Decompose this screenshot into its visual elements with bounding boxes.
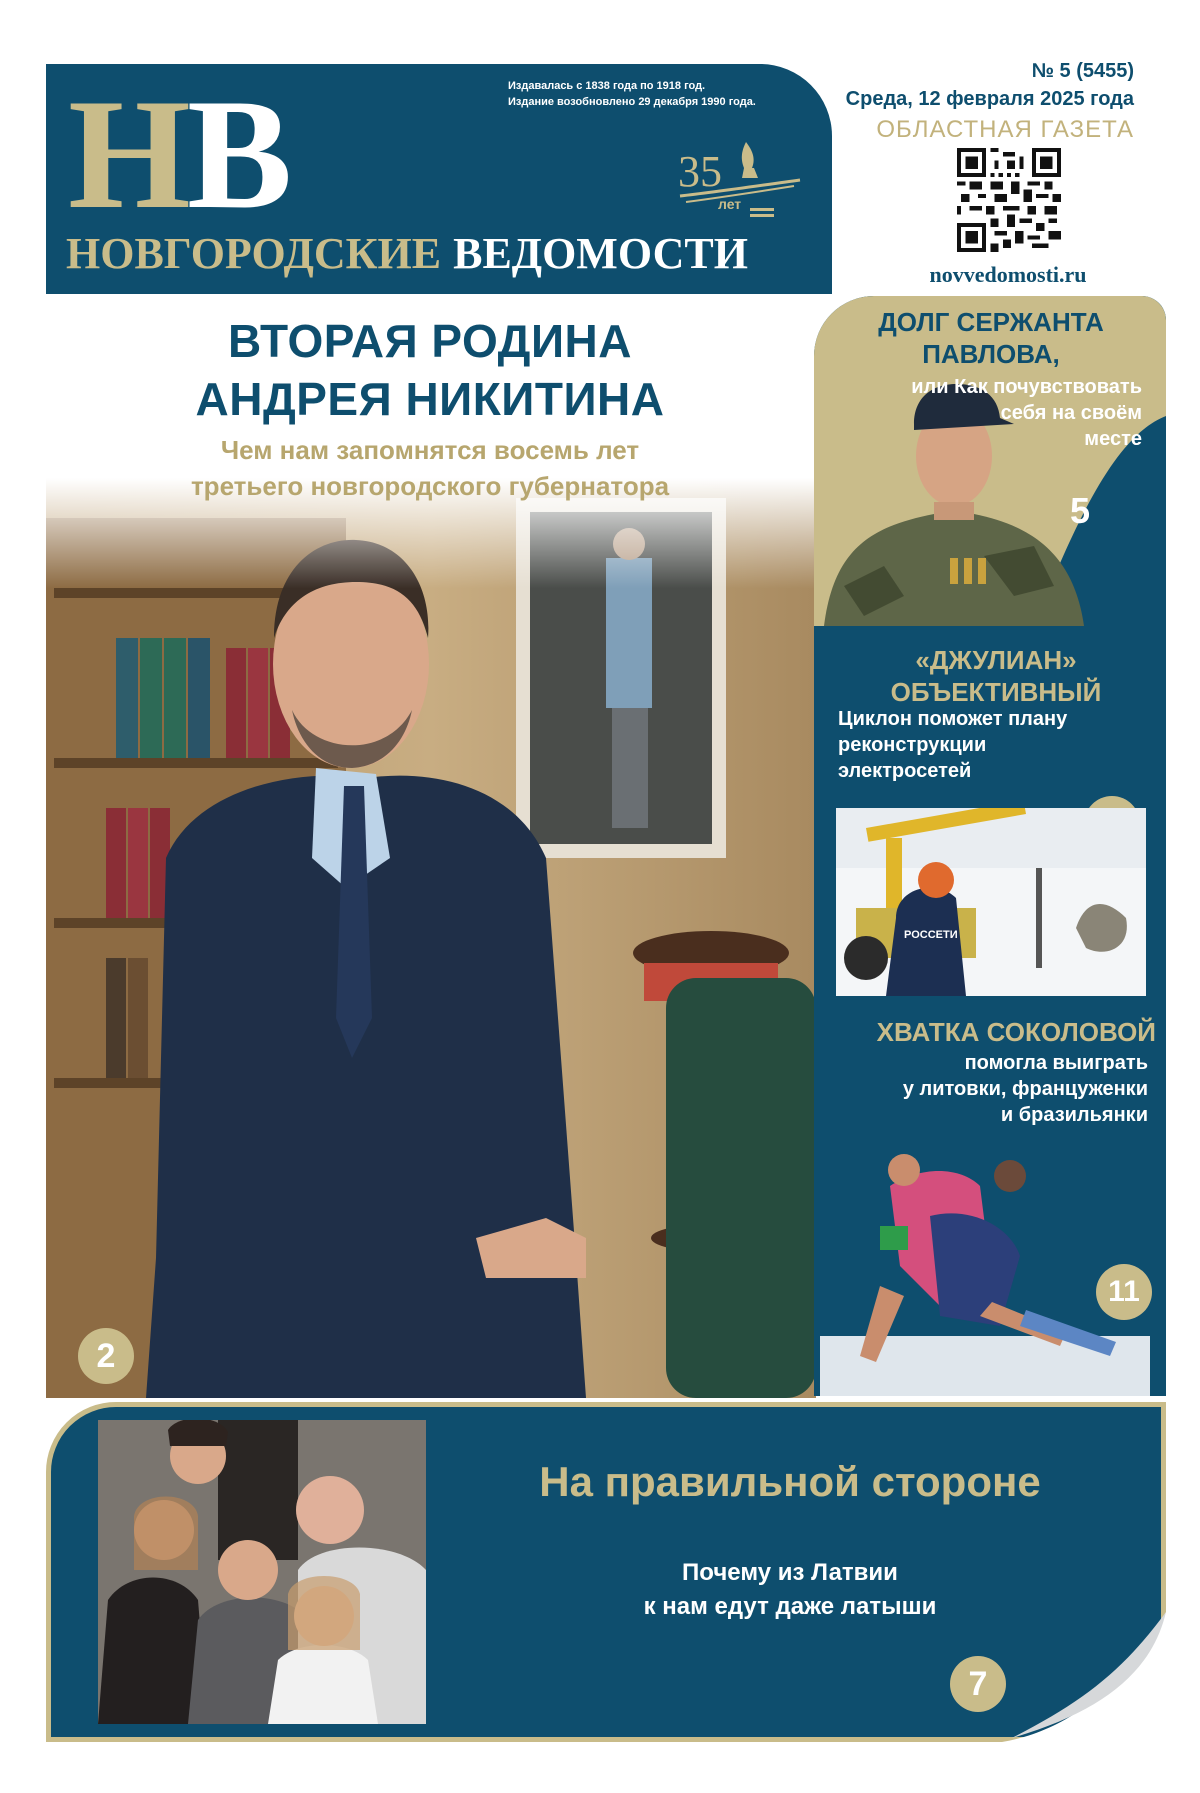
anniversary-number: 35 (678, 147, 722, 196)
history-note (508, 78, 756, 110)
bottom-story-page-badge[interactable]: 7 (950, 1656, 1006, 1712)
sergeant-subhead-line-1: или Как почувствовать (911, 376, 1142, 398)
sokolova-headline[interactable]: ХВАТКА СОКОЛОВОЙ (876, 1017, 1156, 1047)
sergeant-headline[interactable] (826, 306, 1156, 370)
sokolova-story-page-badge[interactable]: 11 (1096, 1264, 1152, 1320)
main-story-page-badge[interactable]: 2 (78, 1328, 134, 1384)
newspaper-name-part1: НОВГОРОДСКИЕ (66, 229, 442, 278)
bottom-subhead-line-1: Почему из Латвии (682, 1559, 898, 1586)
sergeant-headline-line-2: ПАВЛОВА, (922, 339, 1060, 369)
sergeant-headline-line-1: ДОЛГ СЕРЖАНТА (878, 307, 1104, 337)
family-photo (98, 1420, 426, 1724)
main-headline[interactable] (60, 312, 800, 428)
sokolova-subhead-line-2: у литовки, француженки (902, 1078, 1148, 1100)
rosseti-logo-text: РОССЕТИ (904, 929, 958, 941)
anniversary-word: лет (718, 196, 742, 212)
bottom-subhead-line-2: к нам едут даже латыши (643, 1593, 937, 1620)
issue-date: Среда, 12 февраля 2025 года (845, 88, 1134, 110)
sergeant-subhead-line-2: себя на своём (1000, 402, 1142, 424)
main-subhead-line-1: Чем нам запомнятся восемь лет (220, 435, 640, 465)
anniversary-emblem (676, 134, 806, 224)
julian-subhead (838, 706, 1158, 784)
inkwell-pen-icon (676, 134, 806, 224)
sokolova-subhead-line-1: помогла выиграть (964, 1052, 1148, 1074)
julian-headline[interactable] (826, 644, 1166, 708)
wrestling-photo (820, 1126, 1150, 1396)
masthead (46, 64, 832, 294)
sokolova-subhead-line-3: и бразильянки (1000, 1104, 1148, 1126)
julian-subhead-line-3: электросетей (838, 760, 972, 782)
logo-monogram (68, 67, 289, 242)
main-headline-line-2: АНДРЕЯ НИКИТИНА (195, 373, 665, 425)
julian-headline-line-1: «ДЖУЛИАН» (915, 645, 1077, 675)
julian-headline-line-2: ОБЪЕКТИВНЫЙ (890, 677, 1102, 707)
power-crew-photo (836, 808, 1146, 996)
history-line-1: Издавалась с 1838 года по 1918 год. (508, 80, 706, 92)
main-subhead-line-2: третьего новгородского губернатора (190, 471, 670, 501)
newspaper-type: ОБЛАСТНАЯ ГАЗЕТА (876, 116, 1134, 143)
governor-portrait-photo (46, 478, 816, 1398)
main-headline-line-1: ВТОРАЯ РОДИНА (228, 315, 632, 367)
sergeant-subhead-line-3: месте (1084, 428, 1142, 450)
qr-code-icon[interactable] (957, 148, 1061, 252)
julian-subhead-line-2: реконструкции (838, 734, 987, 756)
sergeant-story-page[interactable]: 5 (1070, 490, 1091, 531)
newspaper-name-part2: ВЕДОМОСТИ (453, 229, 748, 278)
main-subhead (60, 432, 800, 504)
sergeant-subhead (862, 374, 1142, 452)
history-line-2: Издание возобновлено 29 декабря 1990 года. (508, 96, 756, 108)
logo-letter-b: В (186, 67, 289, 242)
julian-subhead-line-1: Циклон поможет плану (838, 708, 1068, 730)
bottom-headline[interactable]: На правильной стороне (539, 1458, 1041, 1505)
logo-letter-h: Н (68, 67, 187, 242)
page-curl-icon (1002, 1612, 1166, 1742)
website-link[interactable]: novvedomosti.ru (929, 262, 1087, 287)
newspaper-name (66, 229, 748, 278)
issue-number: № 5 (5455) (1031, 60, 1134, 82)
sokolova-subhead (826, 1050, 1148, 1128)
